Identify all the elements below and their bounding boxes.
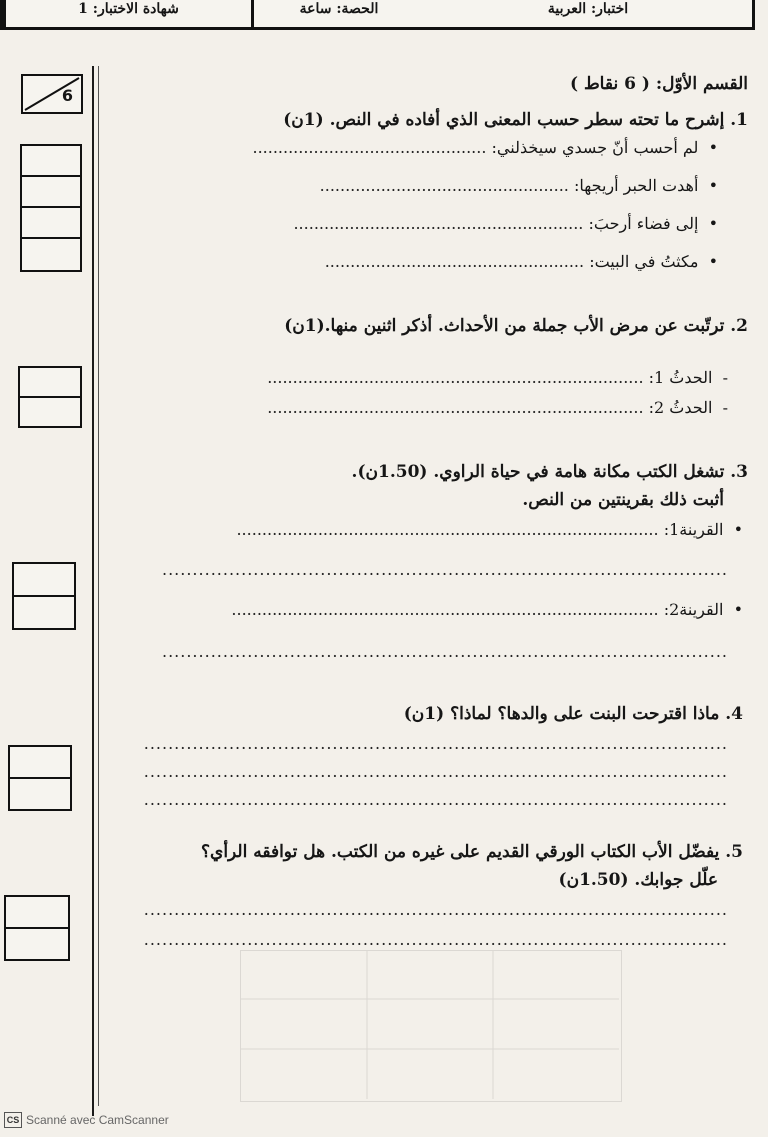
grading-boxes-q4 (8, 745, 72, 811)
grading-cell (20, 398, 80, 428)
grading-cell (14, 564, 74, 597)
q1-item-3 (293, 214, 718, 233)
grading-boxes-q2 (18, 366, 82, 428)
exam-header (0, 0, 755, 30)
grading-boxes-q3 (12, 562, 76, 630)
grading-boxes-q1 (20, 144, 82, 272)
dash: - (712, 398, 728, 417)
camscanner-watermark (4, 1112, 169, 1128)
question-5 (201, 842, 743, 862)
grading-cell (10, 747, 70, 779)
question-2-text: ترتّبت عن مرض الأب جملة من الأحداث. أذكر اثنين منها.(1ن) (284, 316, 725, 336)
answer-line[interactable]: .......................................................................... (267, 368, 644, 387)
question-3-subtext: أثبت ذلك بقرينتين من النص. (522, 490, 724, 510)
question-1-text: إشرح ما تحته سطر حسب المعنى الذي أفاده في النص. (1ن) (283, 110, 725, 130)
answer-line[interactable]: ................................................. (319, 176, 569, 195)
grading-cell (6, 929, 68, 961)
bullet: • (698, 252, 718, 271)
grading-cell (22, 208, 80, 239)
question-4-text: ماذا اقترحت البنت على والدها؟ لماذا؟ (1ن) (403, 704, 720, 724)
q1-item-3-label: إلى فضاء أرحبَ: (588, 214, 699, 233)
grading-cell (22, 177, 80, 208)
q1-item-2 (320, 176, 718, 195)
bullet: • (698, 138, 718, 157)
q3-item-1-label: القرينة1: (663, 520, 724, 539)
margin-line-inner (98, 66, 99, 1106)
question-2 (284, 316, 748, 336)
question-5-subtext: علّل جوابك. (1.50ن) (558, 870, 718, 890)
q1-item-2-label: أهدت الحبر أريجها: (573, 176, 699, 195)
answer-line[interactable]: ................................................................................................ (143, 930, 728, 949)
question-3-text: تشغل الكتب مكانة هامة في حياة الراوي. (1.50ن). (351, 462, 725, 482)
answer-line[interactable]: ......................................................... (293, 214, 584, 233)
camscanner-icon: CS (4, 1112, 22, 1128)
header-cell-exam: شهادة الاختبار: 1 (3, 0, 251, 27)
grading-cell (20, 368, 80, 398)
q2-item-1-label: الحدثُ 1: (648, 368, 713, 387)
question-1-number: 1. (730, 110, 748, 130)
answer-line[interactable]: .............................................. (252, 138, 487, 157)
camscanner-text: Scanné avec CamScanner (26, 1113, 169, 1127)
answer-line[interactable]: ................................................................................................ (143, 762, 728, 781)
grading-cell (22, 239, 80, 270)
bullet: • (723, 600, 743, 619)
answer-line[interactable]: ............................................................................................. (162, 560, 728, 579)
header-cell-duration: الحصة: ساعة (251, 0, 424, 27)
answer-line[interactable]: ................................................................................................ (143, 790, 728, 809)
q2-item-2-label: الحدثُ 2: (648, 398, 713, 417)
dash: - (712, 368, 728, 387)
question-5-text: يفضّل الأب الكتاب الورقي القديم على غيره من الكتب. هل توافقه الرأي؟ (200, 842, 720, 862)
question-1 (283, 110, 748, 130)
bleed-through-table (240, 950, 622, 1102)
q2-item-2 (267, 398, 728, 417)
question-4-number: 4. (725, 704, 743, 724)
q1-item-4 (325, 252, 718, 271)
grading-cell (6, 897, 68, 929)
bullet: • (698, 176, 718, 195)
answer-line[interactable]: ................................................................................................ (143, 734, 728, 753)
answer-line[interactable]: .................................................................................... (231, 600, 659, 619)
grading-boxes-q5 (4, 895, 70, 961)
q3-item-2-label: القرينة2: (663, 600, 724, 619)
section-title: القسم الأوّل: ( 6 نقاط ) (569, 74, 748, 94)
question-4 (404, 704, 743, 724)
q1-item-1 (252, 138, 718, 157)
answer-line[interactable]: ................................................... (324, 252, 585, 271)
grading-cell (22, 146, 80, 177)
bleed-through-grid (241, 951, 619, 1099)
q3-item-1 (236, 520, 743, 539)
answer-line[interactable]: .......................................................................... (267, 398, 644, 417)
question-3-number: 3. (730, 462, 748, 482)
question-5-number: 5. (725, 842, 743, 862)
grading-cell (10, 779, 70, 811)
header-cell-subject: اختبار: العربية (547, 1, 629, 17)
q2-item-1 (267, 368, 728, 387)
question-2-number: 2. (730, 316, 748, 336)
score-box (21, 74, 83, 114)
answer-line[interactable]: ................................................................................... (236, 520, 659, 539)
answer-line[interactable]: ................................................................................................ (143, 900, 728, 919)
grading-cell (14, 597, 74, 630)
bullet: • (723, 520, 743, 539)
bullet: • (698, 214, 718, 233)
question-3 (352, 462, 748, 482)
q3-item-2 (231, 600, 743, 619)
q1-item-1-label: لم أحسب أنّ جسدي سيخذلني: (491, 138, 699, 157)
score-total: 6 (61, 86, 73, 105)
margin-line (92, 66, 94, 1116)
answer-line[interactable]: ............................................................................................. (162, 642, 728, 661)
q1-item-4-label: مكثتُ في البيت: (589, 252, 699, 271)
